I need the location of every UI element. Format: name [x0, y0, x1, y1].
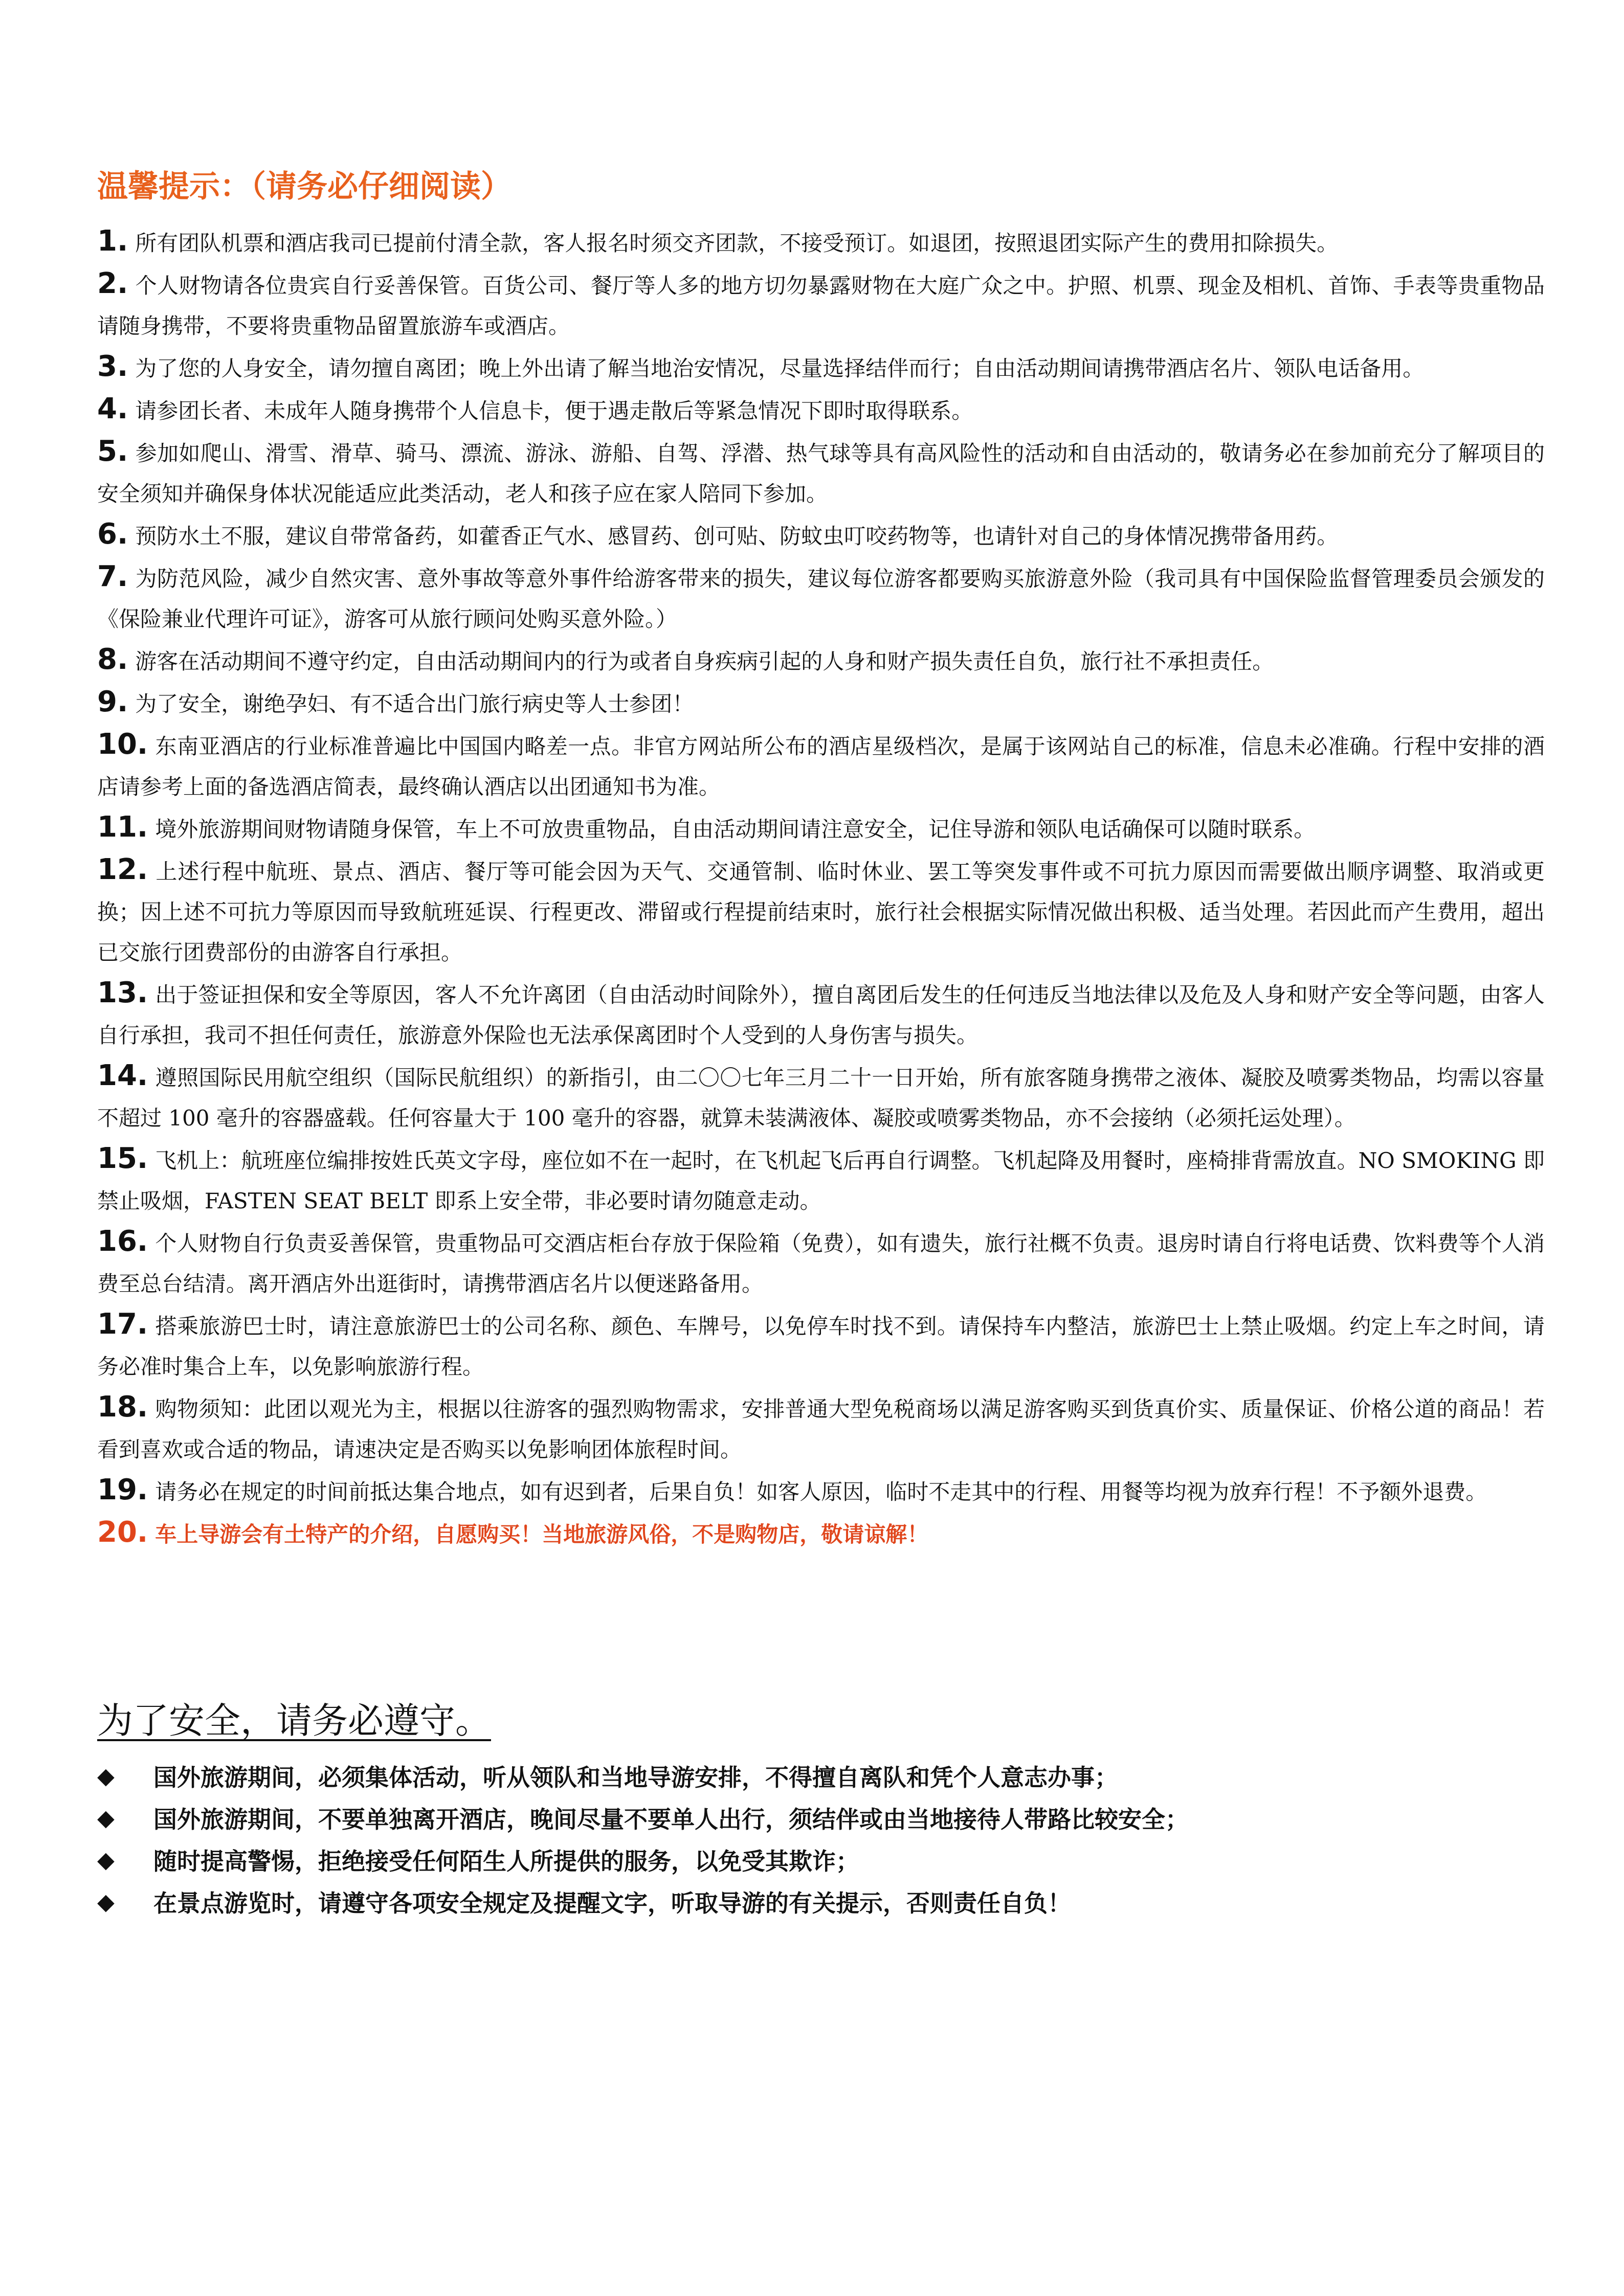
item-text: 预防水土不服，建议自带常备药，如藿香正气水、感冒药、创可贴、防蚊虫叮咬药物等，也请针对自己的身体情况携带备用药。 [135, 524, 1339, 549]
item-number: 7. [97, 560, 128, 593]
safety-rules-list [97, 1755, 1545, 1923]
item-number: 20. [97, 1516, 148, 1549]
item-number: 15. [97, 1142, 148, 1175]
item-text: 为防范风险，减少自然灾害、意外事故等意外事件给游客带来的损失，建议每位游客都要购买旅游意外险（我司具有中国保险监督管理委员会颁发的《保险兼业代理许可证》，游客可从旅行顾问处购买意外险。） [97, 566, 1545, 632]
item-text: 飞机上：航班座位编排按姓氏英文字母，座位如不在一起时，在飞机起飞后再自行调整。飞机起降及用餐时，座椅排背需放直。NO SMOKING 即禁止吸烟，FASTEN SEAT BELT 即系上安全带，非必要时请勿随意走动。 [97, 1148, 1545, 1213]
item-text: 为了您的人身安全，请勿擅自离团；晚上外出请了解当地治安情况，尽量选择结伴而行；自由活动期间请携带酒店名片、领队电话备用。 [135, 356, 1425, 381]
notice-item [97, 1387, 1545, 1470]
diamond-bullet-icon: ◆ [97, 1763, 115, 1789]
diamond-bullet-icon: ◆ [97, 1847, 115, 1873]
notice-item [97, 682, 1545, 724]
notice-item [97, 1304, 1545, 1387]
notice-item [97, 1055, 1545, 1138]
notice-item [97, 556, 1545, 639]
item-number: 8. [97, 643, 128, 676]
notice-item [97, 514, 1545, 556]
notice-item [97, 807, 1545, 849]
notice-item [97, 1221, 1545, 1304]
notice-item [97, 724, 1545, 807]
notice-item [97, 1138, 1545, 1221]
item-number: 18. [97, 1390, 148, 1424]
notice-item-highlight [97, 1512, 1545, 1555]
item-text: 参加如爬山、滑雪、滑草、骑马、漂流、游泳、游船、自驾、浮潜、热气球等具有高风险性的活动和自由活动的，敬请务必在参加前充分了解项目的安全须知并确保身体状况能适应此类活动，老人和孩子应在家人陪同下参加。 [97, 441, 1545, 506]
item-text: 请参团长者、未成年人随身携带个人信息卡，便于遇走散后等紧急情况下即时取得联系。 [135, 398, 973, 423]
notice-item [97, 263, 1545, 346]
safety-rule [97, 1839, 1545, 1881]
diamond-bullet-icon: ◆ [97, 1888, 115, 1915]
item-text: 搭乘旅游巴士时，请注意旅游巴士的公司名称、颜色、车牌号，以免停车时找不到。请保持车内整洁，旅游巴士上禁止吸烟。约定上车之时间，请务必准时集合上车，以免影响旅游行程。 [97, 1314, 1545, 1379]
item-number: 17. [97, 1308, 148, 1341]
safety-rule [97, 1797, 1545, 1839]
item-text: 境外旅游期间财物请随身保管，车上不可放贵重物品，自由活动期间请注意安全，记住导游和领队电话确保可以随时联系。 [155, 817, 1316, 842]
item-number: 1. [97, 224, 128, 258]
notice-item [97, 639, 1545, 682]
notice-item [97, 221, 1545, 263]
safety-rule [97, 1881, 1545, 1923]
item-number: 2. [97, 267, 128, 300]
item-number: 5. [97, 435, 128, 468]
item-text: 个人财物请各位贵宾自行妥善保管。百货公司、餐厅等人多的地方切勿暴露财物在大庭广众之中。护照、机票、现金及相机、首饰、手表等贵重物品请随身携带，不要将贵重物品留置旅游车或酒店。 [97, 273, 1545, 339]
item-text: 东南亚酒店的行业标准普遍比中国国内略差一点。非官方网站所公布的酒店星级档次，是属于该网站自己的标准，信息未必准确。行程中安排的酒店请参考上面的备选酒店简表，最终确认酒店以出团通知书为准。 [97, 734, 1545, 799]
item-text: 请务必在规定的时间前抵达集合地点，如有迟到者，后果自负！如客人原因，临时不走其中的行程、用餐等均视为放弃行程！不予额外退费。 [155, 1479, 1487, 1504]
item-text: 游客在活动期间不遵守约定，自由活动期间内的行为或者自身疾病引起的人身和财产损失责任自负，旅行社不承担责任。 [135, 649, 1274, 674]
item-text: 遵照国际民用航空组织（国际民航组织）的新指引，由二〇〇七年三月二十一日开始，所有旅客随身携带之液体、凝胶及喷雾类物品，均需以容量不超过 100 毫升的容器盛载。任何容量大于 100 毫升的容器，就算未装满液体、凝胶或喷雾类物品，亦不会接纳（必须托运处理）。 [97, 1065, 1545, 1131]
item-number: 10. [97, 728, 148, 761]
rule-text: 在景点游览时，请遵守各项安全规定及提醒文字，听取导游的有关提示，否则责任自负！ [153, 1889, 1071, 1917]
tips-title: 温馨提示：（请务必仔细阅读） [97, 169, 511, 205]
item-text: 出于签证担保和安全等原因，客人不允许离团（自由活动时间除外），擅自离团后发生的任何违反当地法律以及危及人身和财产安全等问题，由客人自行承担，我司不担任何责任，旅游意外保险也无法承保离团时个人受到的人身伤害与损失。 [97, 982, 1545, 1048]
item-text: 为了安全，谢绝孕妇、有不适合出门旅行病史等人士参团！ [135, 691, 694, 716]
item-number: 12. [97, 853, 148, 886]
notice-item [97, 431, 1545, 514]
safety-title: 为了安全，请务必遵守。 [97, 1700, 491, 1742]
item-number: 16. [97, 1225, 148, 1258]
item-number: 3. [97, 350, 128, 383]
item-number: 19. [97, 1473, 148, 1506]
item-text: 上述行程中航班、景点、酒店、餐厅等可能会因为天气、交通管制、临时休业、罢工等突发事件或不可抗力原因而需要做出顺序调整、取消或更换；因上述不可抗力等原因而导致航班延误、行程更改、滞留或行程提前结束时，旅行社会根据实际情况做出积极、适当处理。若因此而产生费用，超出已交旅行团费部份的由游客自行承担。 [97, 859, 1545, 965]
safety-rule [97, 1755, 1545, 1797]
diamond-bullet-icon: ◆ [97, 1805, 115, 1831]
item-number: 6. [97, 517, 128, 551]
rule-text: 随时提高警惕，拒绝接受任何陌生人所提供的服务，以免受其欺诈； [153, 1848, 859, 1875]
notice-item [97, 1470, 1545, 1512]
item-text: 车上导游会有土特产的介绍，自愿购买！当地旅游风俗，不是购物店，敬请谅解！ [155, 1522, 929, 1547]
notice-item [97, 849, 1545, 973]
item-number: 9. [97, 685, 128, 718]
item-number: 4. [97, 392, 128, 425]
item-number: 14. [97, 1059, 148, 1092]
item-text: 个人财物自行负责妥善保管，贵重物品可交酒店柜台存放于保险箱（免费），如有遗失，旅行社概不负责。退房时请自行将电话费、饮料费等个人消费至总台结清。离开酒店外出逛街时，请携带酒店名片以便迷路备用。 [97, 1231, 1545, 1296]
rule-text: 国外旅游期间，不要单独离开酒店，晚间尽量不要单人出行，须结伴或由当地接待人带路比较安全； [153, 1806, 1189, 1833]
item-text: 购物须知：此团以观光为主，根据以往游客的强烈购物需求，安排普通大型免税商场以满足游客购买到货真价实、质量保证、价格公道的商品！若看到喜欢或合适的物品，请速决定是否购买以免影响团体旅程时间。 [97, 1397, 1545, 1462]
rule-text: 国外旅游期间，必须集体活动，听从领队和当地导游安排，不得擅自离队和凭个人意志办事； [153, 1764, 1118, 1791]
notice-item [97, 973, 1545, 1055]
notice-list [97, 221, 1545, 1555]
item-text: 所有团队机票和酒店我司已提前付清全款，客人报名时须交齐团款，不接受预订。如退团，按照退团实际产生的费用扣除损失。 [135, 231, 1339, 256]
notice-item [97, 346, 1545, 389]
item-number: 11. [97, 811, 148, 844]
item-number: 13. [97, 976, 148, 1009]
notice-item [97, 389, 1545, 431]
